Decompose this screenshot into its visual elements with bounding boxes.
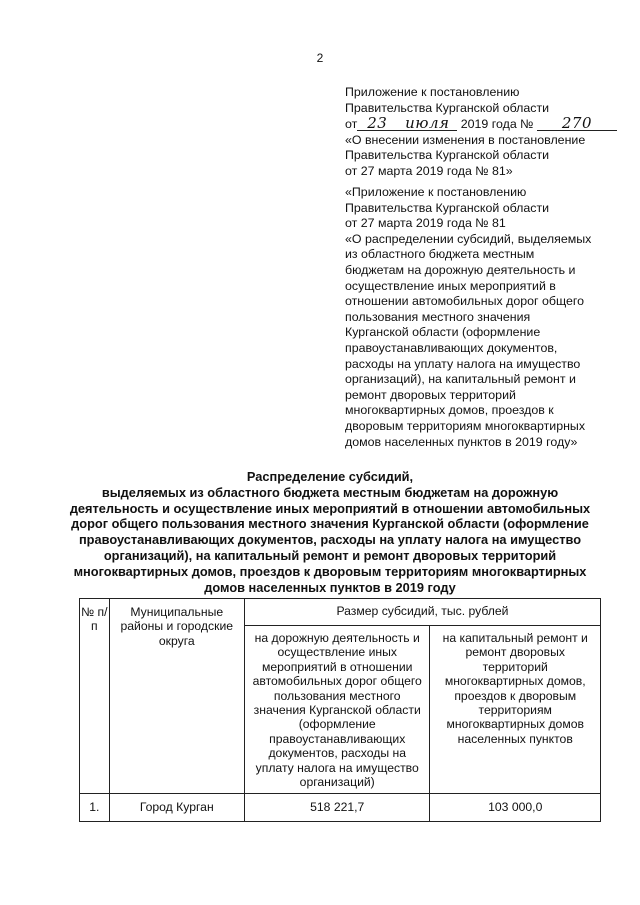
title-line: правоустанавливающих документов, расходы на уплату налога на имущество: [78, 532, 582, 548]
title-line: выделяемых из областного бюджета местным бюджетам на дорожную: [101, 484, 559, 500]
quoted-appendix: [345, 185, 610, 450]
header-line: «О внесении изменения в постановление: [345, 132, 586, 147]
quoted-line: многоквартирных домов, проездов к: [345, 403, 554, 418]
subsidy-table: [79, 598, 601, 822]
date-prefix: от: [345, 117, 358, 132]
page-number: 2: [316, 51, 324, 65]
title-line: многоквартирных домов, проездов к дворовым территориям многоквартирных: [73, 563, 587, 579]
handwritten-day: 23: [357, 116, 397, 131]
header-line: Правительства Курганской области: [345, 100, 550, 115]
quoted-line: организаций), на капитальный ремонт и: [345, 372, 576, 387]
quoted-line: от 27 марта 2019 года № 81: [345, 216, 506, 231]
title-line: организаций), на капитальный ремонт и ремонт дворовых территорий: [103, 547, 557, 563]
row-yard-amount: 103 000,0: [430, 794, 601, 821]
title-line: домов населенных пунктов в 2019 году: [204, 579, 456, 595]
quoted-line: бюджетам на дорожную деятельность и: [345, 262, 576, 277]
quoted-line: пользования местного значения: [345, 309, 531, 324]
row-num: 1.: [80, 794, 110, 821]
header-subsidy-size: Размер субсидий, тыс. рублей: [244, 599, 600, 626]
table-row: [80, 794, 601, 821]
quoted-line: отношении автомобильных дорог общего: [345, 294, 585, 309]
title-line: дорог общего пользования местного значения Курганской области (оформление: [71, 516, 589, 532]
row-road-amount: 518 221,7: [244, 794, 430, 821]
quoted-line: расходы на уплату налога на имущество: [345, 356, 581, 371]
header-line: Правительства Курганской области: [345, 148, 550, 163]
header-num: № п/п: [80, 599, 110, 794]
quoted-line: дворовым территориям многоквартирных: [345, 418, 586, 433]
quoted-line: осуществление иных мероприятий в: [345, 278, 556, 293]
header-date-line: [345, 116, 610, 133]
quoted-line: ремонт дворовых территорий: [345, 387, 516, 402]
quoted-line: домов населенных пунктов в 2019 году»: [345, 434, 578, 449]
title-line: Распределение субсидий,: [246, 469, 414, 484]
handwritten-number: 270: [537, 116, 617, 131]
quoted-line: из областного бюджета местным: [345, 247, 535, 262]
quoted-line: правоустанавливающих документов,: [345, 340, 558, 355]
header-yard-repair: на капитальный ремонт и ремонт дворовых территорий многоквартирных домов, проездов к дворовым территориям многоквартирных домов населенных пунктов: [430, 626, 601, 794]
header-line: Приложение к постановлению: [345, 85, 520, 99]
header-municipality: Муниципальные районы и городские округа: [109, 599, 244, 794]
quoted-line: Курганской области (оформление: [345, 325, 541, 340]
header-road-activity: на дорожную деятельность и осуществление иных мероприятий в отношении автомобильных дорог общего пользования местного значения Курганской области (оформление правоустанавливающих документов, расходы на уплату налога на имущество организаций): [244, 626, 430, 794]
quoted-line: «Приложение к постановлению: [345, 185, 527, 199]
appendix-header: [345, 85, 610, 180]
header-line: от 27 марта 2019 года № 81»: [345, 163, 513, 178]
handwritten-month: июля: [397, 116, 457, 131]
date-year: 2019 года №: [460, 117, 534, 132]
quoted-line: «О распределении субсидий, выделяемых: [345, 231, 592, 246]
document-title: [60, 469, 600, 595]
title-line: деятельность и осуществление иных мероприятий в отношении автомобильных: [69, 500, 591, 516]
quoted-line: Правительства Курганской области: [345, 200, 550, 215]
row-municipality: Город Курган: [109, 794, 244, 821]
